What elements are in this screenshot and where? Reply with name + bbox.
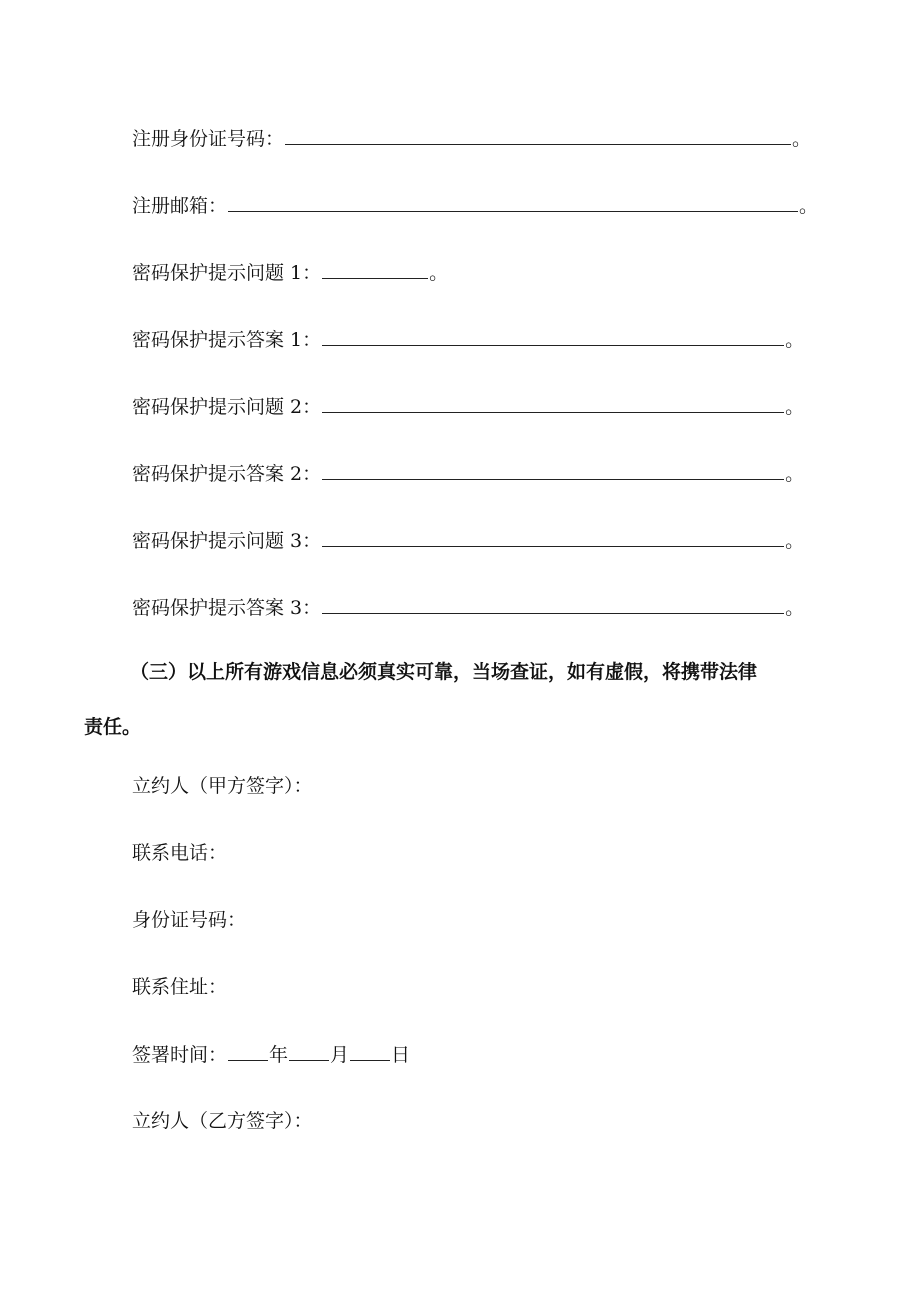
signing-date	[132, 1040, 410, 1069]
clause-paragraph	[84, 658, 844, 741]
day-label: 日	[391, 1044, 411, 1066]
day-blank[interactable]	[350, 1040, 390, 1061]
field-security-answer-2	[132, 459, 804, 488]
field-label: 密码保护提示答案 1：	[132, 329, 322, 351]
address-label: 联系住址：	[132, 976, 228, 998]
contact-phone	[132, 839, 227, 867]
month-label: 月	[330, 1044, 350, 1066]
fill-in-blank[interactable]	[322, 325, 784, 346]
field-label: 密码保护提示问题 3：	[132, 530, 322, 552]
fill-in-blank[interactable]	[322, 459, 784, 480]
field-label: 密码保护提示答案 3：	[132, 597, 322, 619]
id-number	[132, 906, 246, 934]
field-end-mark: 。	[785, 396, 805, 418]
fill-in-blank[interactable]	[285, 124, 791, 145]
field-security-answer-3	[132, 593, 804, 622]
clause-line-2: 责任。	[84, 716, 142, 738]
date-label: 签署时间：	[132, 1044, 228, 1066]
year-blank[interactable]	[228, 1040, 268, 1061]
field-label: 注册邮箱：	[132, 195, 228, 217]
field-label: 密码保护提示答案 2：	[132, 463, 322, 485]
contact-address	[132, 973, 227, 1001]
party-b-signature	[132, 1107, 313, 1135]
party-a-signature	[132, 772, 313, 800]
party-a-label: 立约人（甲方签字）：	[132, 775, 313, 797]
month-blank[interactable]	[289, 1040, 329, 1061]
field-security-answer-1	[132, 325, 804, 354]
field-security-question-1	[132, 258, 448, 287]
party-b-label: 立约人（乙方签字）：	[132, 1110, 313, 1132]
field-label: 密码保护提示问题 2：	[132, 396, 322, 418]
year-label: 年	[269, 1044, 289, 1066]
fill-in-blank[interactable]	[322, 593, 784, 614]
field-end-mark: 。	[429, 262, 449, 284]
fill-in-blank[interactable]	[322, 258, 428, 279]
clause-line-1: （三）以上所有游戏信息必须真实可靠，当场查证，如有虚假，将携带法律	[130, 661, 758, 683]
field-registered-id-number	[132, 124, 811, 153]
fill-in-blank[interactable]	[228, 191, 798, 212]
field-security-question-3	[132, 526, 804, 555]
fill-in-blank[interactable]	[322, 392, 784, 413]
field-end-mark: 。	[785, 597, 805, 619]
field-end-mark: 。	[792, 128, 812, 150]
field-end-mark: 。	[799, 195, 819, 217]
field-label: 注册身份证号码：	[132, 128, 285, 150]
field-end-mark: 。	[785, 463, 805, 485]
id-number-label: 身份证号码：	[132, 909, 247, 931]
field-registered-email	[132, 191, 818, 220]
phone-label: 联系电话：	[132, 842, 228, 864]
field-end-mark: 。	[785, 329, 805, 351]
fill-in-blank[interactable]	[322, 526, 784, 547]
field-security-question-2	[132, 392, 804, 421]
field-label: 密码保护提示问题 1：	[132, 262, 322, 284]
field-end-mark: 。	[785, 530, 805, 552]
